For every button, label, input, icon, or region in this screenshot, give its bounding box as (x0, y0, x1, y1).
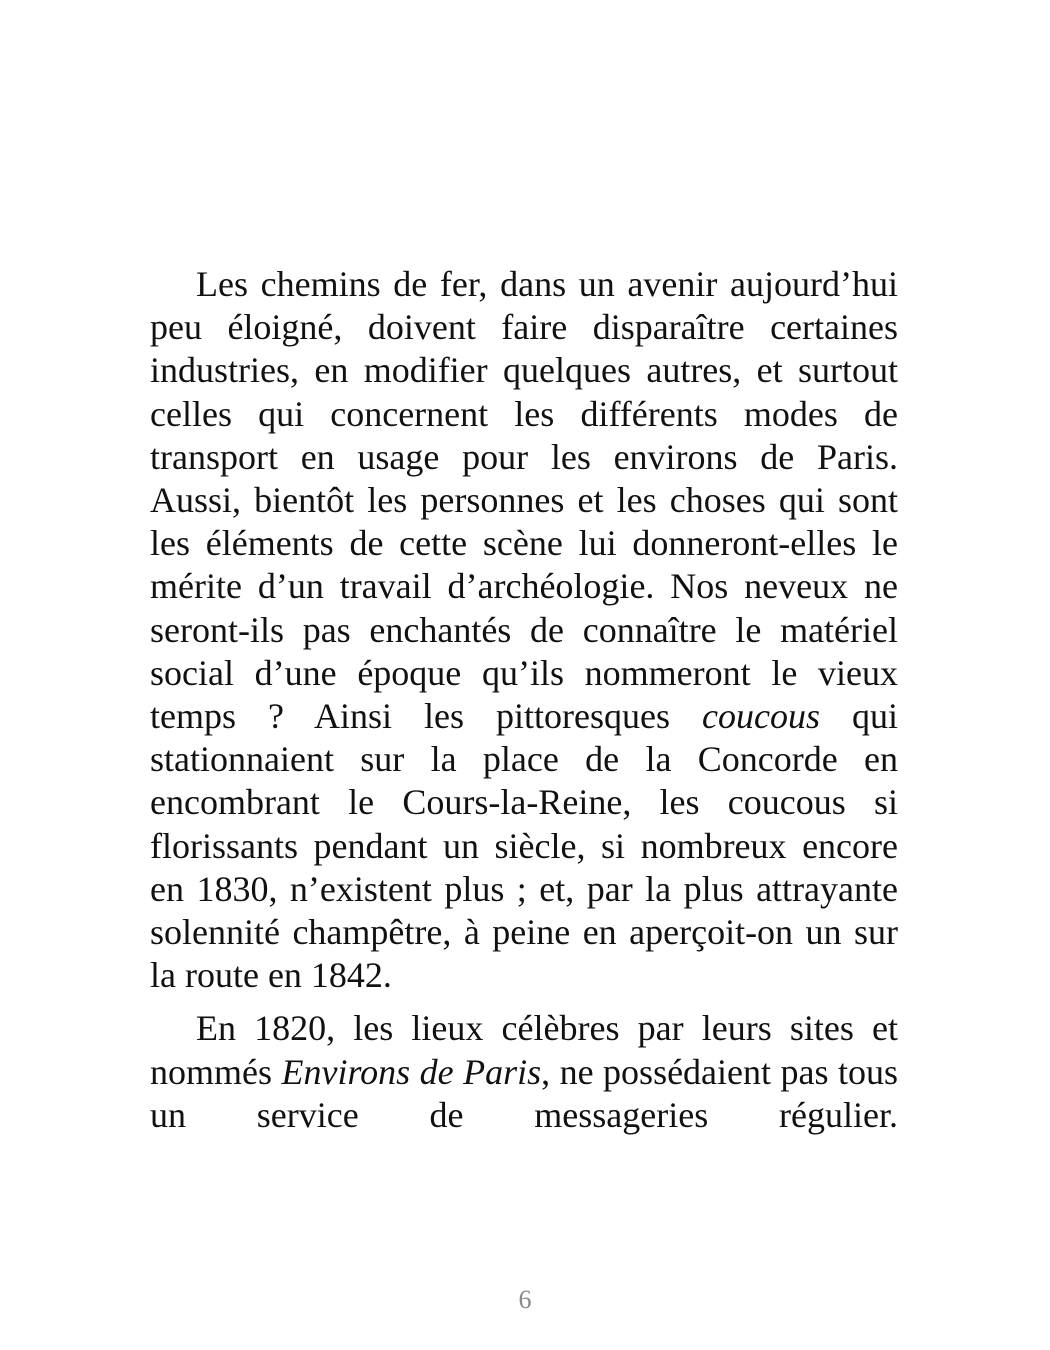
paragraph-1-text-b: qui stationnaient sur la place de la Concorde en encombrant le Cours-la-Reine, les coucous si florissants pendant un siècle, si nombreux encore en 1830, n’existent plus ; et, par la plus attrayante solennité champêtre, à peine en aperçoit-on un sur la route en 1842. (150, 696, 898, 996)
page-number: 6 (518, 1285, 532, 1314)
paragraph-2-text-a: En 1820, les lieux célèbres par leurs sites et nommés (150, 1008, 898, 1092)
paragraph-2-text-b: , ne possédaient pas tous un service de messageries régulier. (150, 1051, 898, 1135)
paragraph-1 (150, 263, 898, 997)
paragraph-2 (150, 1007, 898, 1137)
paragraph-2-italic-environs: Environs de Paris (281, 1051, 542, 1092)
paragraph-1-italic-coucous: coucous (702, 696, 820, 737)
body-text (150, 263, 898, 1137)
paragraph-1-text-a: Les chemins de fer, dans un avenir aujourd’hui peu éloigné, doivent faire disparaître certaines industries, en modifier quelques autres, et surtout celles qui concernent les différents modes de transport en usage pour les environs de Paris. Aussi, bientôt les personnes et les choses qui sont les éléments de cette scène lui donneront-elles le mérite d’un travail d’archéologie. Nos neveux ne seront-ils pas enchantés de connaître le matériel social d’une époque qu’ils nommeront le vieux temps ? Ainsi les pittoresques (150, 264, 898, 737)
